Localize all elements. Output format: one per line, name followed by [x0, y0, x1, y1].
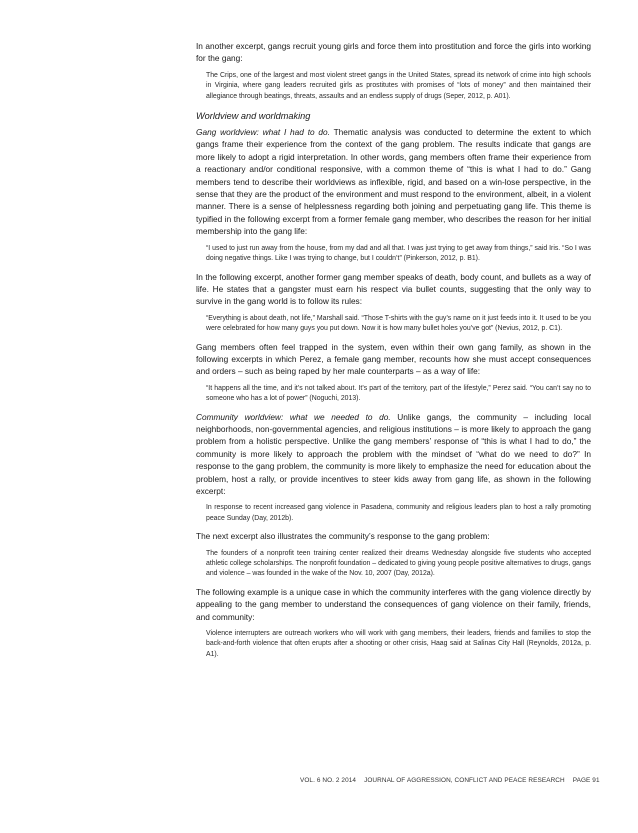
paragraph-gang-worldview-text: Thematic analysis was conducted to determine the extent to which gangs frame their experience from the context of the gang problem. The results indicate that gangs are more likely to adopt a rigid interpretation. In other words, gang members often frame their experience from a reactionary and/or conditional responsive, with a common theme of “this is what I had to do.” Gang members tend to describe their worldviews as inflexible, rigid, and based on a win-lose perspective, in the sense that they are the product of the environment and must respond to the environment, albeit, in a violent manner. There is a sense of helplessness regarding both joining and perpetuating gang life. This theme is typified in the following excerpt from a former female gang member, who describes the reason for her initial membership into the gang life:: [196, 127, 592, 237]
paragraph-intro: In another excerpt, gangs recruit young girls and force them into prostitution and force the girls into working for the gang:: [196, 41, 591, 64]
block-quote-pasadena: In response to recent increased gang violence in Pasadena, community and religious leaders plan to host a rally promoting peace Sunday (Day, 2012b).: [206, 504, 591, 522]
footer-journal: JOURNAL OF AGGRESSION, CONFLICT AND PEACE RESEARCH: [364, 777, 565, 784]
subheading-gang-worldview: Gang worldview: what I had to do.: [196, 127, 330, 138]
section-heading: Worldview and worldmaking: [196, 111, 311, 122]
page-footer: [300, 776, 598, 785]
block-quote-crips: The Crips, one of the largest and most violent street gangs in the United States, spread its network of crime into high schools in Virginia, where gang leaders recruited girls as prostitutes with promises of “lots of money” and then maintained their allegiance through beatings, threats, assaults and an endless supply of drugs (Seper, 2012, p. A01).: [206, 71, 591, 100]
paragraph-unique-case: The following example is a unique case in which the community interferes with the gang violence directly by appealing to the gang member to understand the consequences of gang violence on their family, friends, and community:: [196, 586, 591, 622]
article-body: [196, 40, 591, 666]
paragraph-gang-worldview: [196, 126, 591, 238]
paragraph-next-excerpt: The next excerpt also illustrates the community’s response to the gang problem:: [196, 531, 490, 542]
paragraph-community-worldview-text: Unlike gangs, the community – including local neighborhoods, non-governmental agencies, and religious institutions – is more likely to approach the gang problem from a holistic perspective. Unlike the gang members’ response of “this is what I had to do,” the community is more likely to approach the problem with the mindset of “what do we need to do?” In response to the gang problem, the community is more likely to emphasize the need for education about the problem, host a rally, or provide incentives to steer kids away from gang life, as shown in the following excerpt:: [196, 411, 591, 496]
block-quote-iris: “I used to just run away from the house, from my dad and all that. I was just trying to get away from things,” said Iris. “So I was doing negative things. Like I was trying to change, but I couldn’t” (Pinkerson, 2012, p. B1).: [206, 244, 591, 263]
block-quote-interrupters: Violence interrupters are outreach workers who will work with gang members, their leaders, friends and families to stop the back-and-forth violence that often erupts after a shooting or other crisis, Haag said at Salinas City Hall (Reynolds, 2012a, p. A1).: [206, 630, 591, 658]
footer-page-number: PAGE 91: [572, 777, 600, 784]
block-quote-marshall: “Everything is about death, not life,” Marshall said. “Those T-shirts with the guy’s name on it just feeds into it. It used to be you were celebrated for how many guys you put down. Now it is how many bullet holes you’ve got” (Nevius, 2012, p. C1).: [206, 314, 591, 333]
subheading-community-worldview: Community worldview: what we needed to do.: [196, 411, 391, 422]
paragraph-trapped: Gang members often feel trapped in the system, even within their own gang family, as shown in the following excerpts in which Perez, a female gang member, recounts how she must accept consequences and orders – such as being raped by her male counterparts – as a way of life:: [196, 341, 591, 377]
paragraph-community-worldview: [196, 411, 591, 498]
paragraph-death-body-count: In the following excerpt, another former gang member speaks of death, body count, and bullets as a way of life. He states that a gangster must earn his respect via bullet counts, suggesting that the only way to survive in the gang world is to follow its rules:: [196, 271, 591, 307]
block-quote-nonprofit: The founders of a nonprofit teen training center realized their dreams Wednesday alongside five students who accepted athletic college scholarships. The nonprofit foundation – dedicated to giving young people positive alternatives to drugs, gangs and violence – was founded in the wake of the Nov. 10, 2007 (Day, 2012a).: [206, 549, 591, 578]
block-quote-perez: “It happens all the time, and it’s not talked about. It’s part of the territory, part of the lifestyle,” Perez said. “You can’t say no to someone who has a lot of power” (Noguchi, 2013).: [206, 384, 591, 403]
footer-volume: VOL. 6 NO. 2 2014: [300, 777, 357, 784]
